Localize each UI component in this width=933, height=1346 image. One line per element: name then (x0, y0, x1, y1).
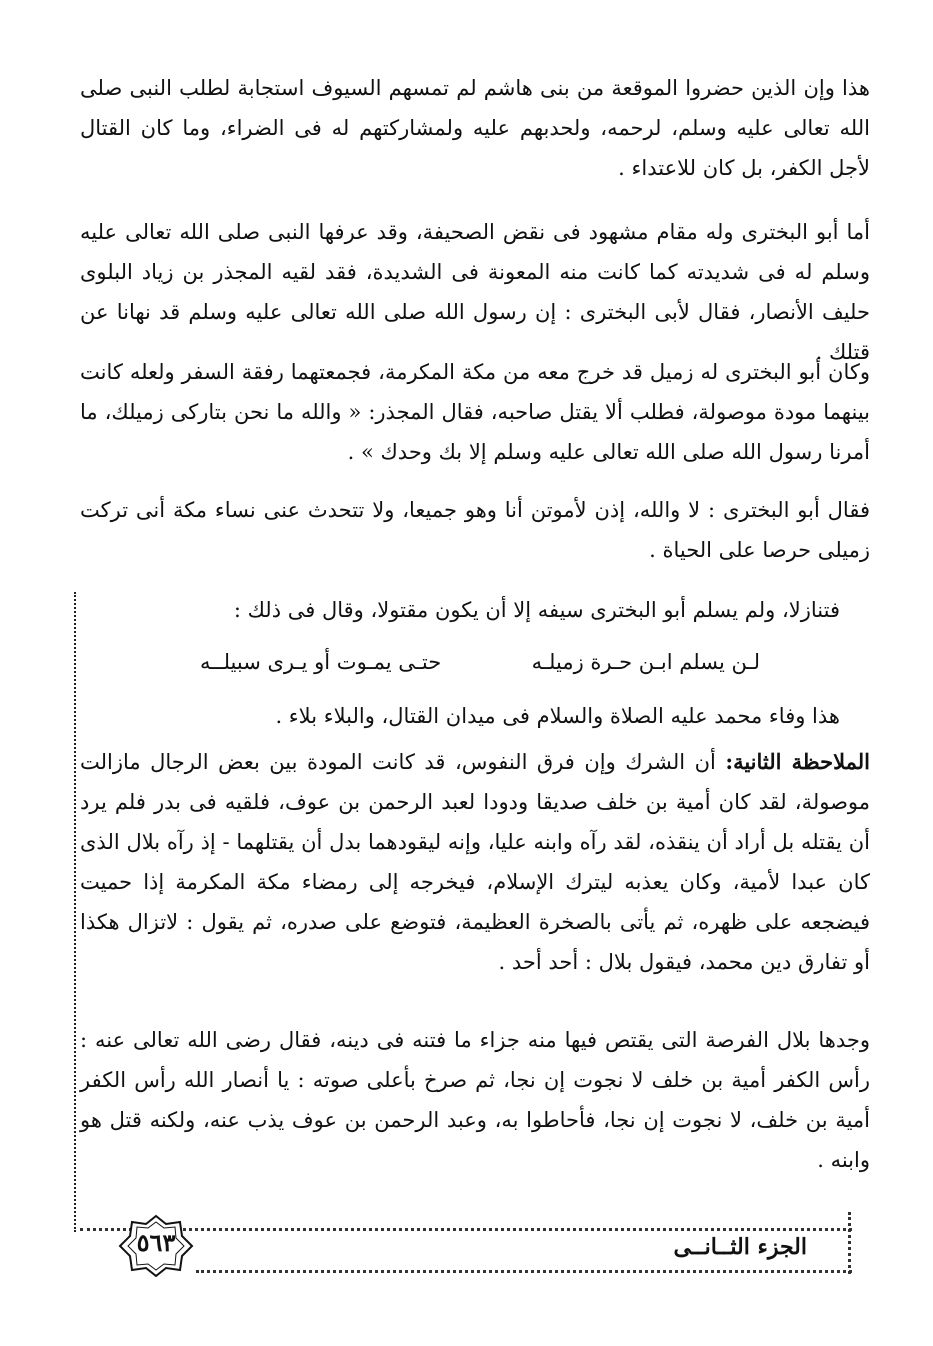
footer-rule-end (848, 1212, 851, 1274)
paragraph-1: هذا وإن الذين حضروا الموقعة من بنى هاشم لم تمسهم السيوف استجابة لطلب النبى صلى الله تعالى عليه وسلم، لرحمه، ولحدبهم عليه ولمشاركتهم له فى الضراء، وما كان القتال لأجل الكفر، بل كان للاعتداء . (80, 76, 870, 180)
poem-verse (200, 642, 760, 682)
paragraph-4: فقال أبو البخترى : لا والله، إذن لأموتن أنا وهو جميعا، ولا تتحدث عنى نساء مكة أنى تركت زميلى حرصا على الحياة . (80, 498, 870, 562)
footer-rule-top (80, 1228, 852, 1231)
paragraph-8: وجدها بلال الفرصة التى يقتص فيها منه جزاء ما فتنه فى دينه، فقال رضى الله تعالى عنه : رأس الكفر أمية بن خلف لا نجوت إن نجا، ثم صرخ بأعلى صوته : يا أنصار الله رأس الكفر أمية بن خلف، لا نجوت إن نجا، فأحاطوا به، وعبد الرحمن بن عوف يذب عنه، ولكنه قتل هو وابنه . (80, 1028, 870, 1172)
section-heading: الملاحظة الثانية: (725, 749, 870, 774)
footer-rule-bottom (196, 1270, 852, 1273)
paragraph-2: أما أبو البخترى وله مقام مشهود فى نقض الصحيفة، وقد عرفها النبى صلى الله تعالى عليه وسلم له فى شديدته كما كانت منه المعونة فى الشديدة، فقد لقيه المجذر بن زياد البلوى حليف الأنصار، فقال لأبى البخترى : إن رسول الله صلى الله تعالى عليه وسلم قد نهانا عن قتلك . (80, 220, 870, 364)
verse-second-hemistich: حتـى يمـوت أو يـرى سبيلــه (200, 650, 442, 674)
paragraph-7 (80, 742, 870, 982)
page-number: ٥٦٣ (136, 1228, 176, 1257)
paragraph-7-body: أن الشرك وإن فرق النفوس، قد كانت المودة بين بعض الرجال مازالت موصولة، لقد كان أمية بن خلف صديقا ودودا لعبد الرحمن بن عوف، فلقيه فى بدر فلم يرد أن يقتله بل أراد أن ينقذه، لقد رآه وابنه عليا، وإنه ليقودهما بدل أن يقتلهما - إذ رآه بلال الذى كان عبدا لأمية، وكان يعذبه ليترك الإسلام، فيخرجه إلى رمضاء مكة المكرمة إذا حميت فيضجعه على ظهره، ثم يأتى بالصخرة العظيمة، فتوضع على صدره، ثم يقول : لاتزال هكذا أو تفارق دين محمد، فيقول بلال : أحد أحد . (80, 750, 870, 974)
paragraph-5: فتنازلا، ولم يسلم أبو البخترى سيفه إلا أن يكون مقتولا، وقال فى ذلك : (233, 598, 840, 622)
verse-first-hemistich: لـن يسلم ابـن حـرة زميلـه (531, 650, 760, 674)
part-label: الجزء الثــانــى (673, 1234, 807, 1260)
paragraph-6: هذا وفاء محمد عليه الصلاة والسلام فى ميدان القتال، والبلاء بلاء . (275, 704, 840, 728)
paragraph-3: وكان أبو البخترى له زميل قد خرج معه من مكة المكرمة، فجمعتهما رفقة السفر ولعله كانت بينهما مودة موصولة، فطلب ألا يقتل صاحبه، فقال المجذر: « والله ما نحن بتاركى زميلك، ما أمرنا رسول الله صلى الله تعالى عليه وسلم إلا بك وحدك » . (80, 360, 870, 464)
